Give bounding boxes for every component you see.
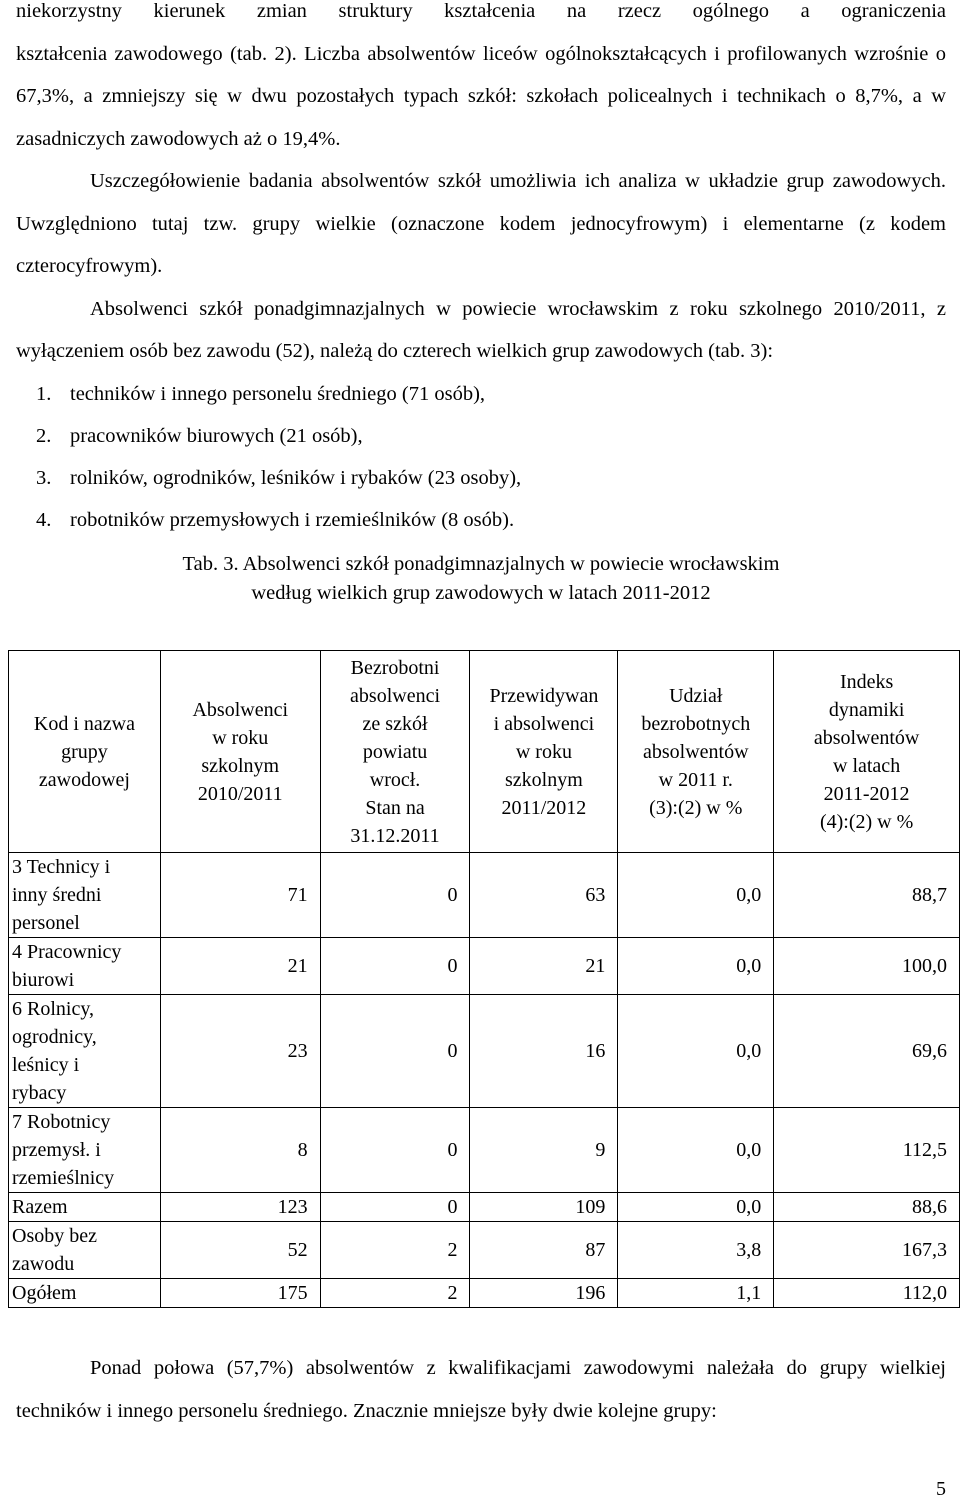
table-row (9, 853, 960, 938)
header-dynamics-index (774, 651, 960, 853)
value-cell: 52 (160, 1222, 320, 1279)
table-caption-line-1: Tab. 3. Absolwenci szkół ponadgimnazjalnych w powiecie wrocławskim (182, 552, 780, 575)
header-line: zawodowej (38, 768, 130, 791)
group-label-cell (9, 995, 161, 1108)
group-label-line: rybacy (12, 1082, 67, 1104)
header-line: (4):(2) w % (819, 810, 914, 833)
header-line: (3):(2) w % (649, 796, 743, 819)
header-unemployed-graduates (320, 651, 470, 853)
value-cell: 63 (470, 853, 618, 938)
value-cell: 196 (470, 1279, 618, 1308)
header-line: szkolnym (505, 768, 583, 791)
paragraph-2: Uszczegółowienie badania absolwentów szkół umożliwia ich analiza w układzie grup zawodowych. Uwzględniono tutaj tzw. grupy wielkie (oznaczone kodem jednocyfrowym) i elementarne (z kodem czterocyfrowym). (16, 170, 946, 277)
value-cell: 21 (160, 938, 320, 995)
header-line: szkolnym (201, 754, 280, 777)
paragraph-after-table: Ponad połowa (57,7%) absolwentów z kwalifikacjami zawodowymi należała do grupy wielkiej techników i innego personelu średniego. Znacznie mniejsze były dwie kolejne grupy: (16, 1357, 946, 1422)
list-item: 1. techników i innego personelu średniego (71 osób), (36, 382, 486, 405)
group-label-cell (9, 853, 161, 938)
table-header-row (9, 651, 960, 853)
header-expected-graduates (470, 651, 618, 853)
header-line: i absolwenci (493, 712, 595, 735)
document-page (16, 0, 946, 608)
value-cell: 0,0 (618, 995, 774, 1108)
value-cell: 23 (160, 995, 320, 1108)
paragraph-1: kształcenia zawodowego (tab. 2). Liczba absolwentów liceów ogólnokształcących i profilowanych wzrośnie o 67,3%, a zmniejszy się w dwu pozostałych typach szkół: szkołach policealnych i technikach o 8,7%, a w zasadniczych zawodowych aż o 19,4%. (16, 42, 946, 150)
list-item: 3. rolników, ogrodników, leśników i rybaków (23 osoby), (36, 466, 522, 489)
page-number: 5 (936, 1478, 946, 1500)
header-line: 31.12.2011 (350, 824, 440, 847)
value-cell: 21 (470, 938, 618, 995)
group-label-cell (9, 1279, 161, 1308)
header-line: 2011-2012 (823, 782, 910, 805)
header-line: absolwentów (813, 726, 920, 749)
value-cell: 112,5 (774, 1108, 960, 1193)
value-cell: 2 (320, 1222, 470, 1279)
group-label-line: Ogółem (12, 1282, 77, 1304)
value-cell: 1,1 (618, 1279, 774, 1308)
value-cell: 3,8 (618, 1222, 774, 1279)
value-cell: 88,7 (774, 853, 960, 938)
value-cell: 0,0 (618, 938, 774, 995)
occupational-groups-list (16, 373, 946, 541)
paragraph-3: Absolwenci szkół ponadgimnazjalnych w powiecie wrocławskim z roku szkolnego 2010/2011, z wyłączeniem osób bez zawodu (52), należą do czterech wielkich grup zawodowych (tab. 3): (16, 297, 946, 362)
value-cell: 167,3 (774, 1222, 960, 1279)
value-cell: 88,6 (774, 1193, 960, 1222)
group-label-line: inny średni (12, 884, 102, 906)
value-cell: 0,0 (618, 853, 774, 938)
value-cell: 0,0 (618, 1108, 774, 1193)
list-item: 2. pracowników biurowych (21 osób), (36, 424, 363, 447)
value-cell: 0 (320, 938, 470, 995)
header-line: w 2011 r. (658, 768, 733, 791)
header-line: Indeks (839, 670, 894, 693)
value-cell: 0 (320, 995, 470, 1108)
header-line: Przewidywan (489, 684, 599, 707)
group-label-line: 7 Robotnicy (12, 1111, 111, 1133)
value-cell: 175 (160, 1279, 320, 1308)
value-cell: 112,0 (774, 1279, 960, 1308)
table-row (9, 1279, 960, 1308)
header-group-code (9, 651, 161, 853)
paragraph-1-line-1: niekorzystny kierunek zmian struktury kształcenia na rzecz ogólnego a ograniczenia (16, 0, 946, 22)
group-label-line: 4 Pracownicy (12, 941, 122, 963)
value-cell: 100,0 (774, 938, 960, 995)
header-line: wrocł. (369, 768, 421, 791)
header-line: Bezrobotni (350, 656, 440, 679)
value-cell: 0 (320, 1193, 470, 1222)
value-cell: 9 (470, 1108, 618, 1193)
header-line: w roku (515, 740, 572, 763)
header-line: Stan na (365, 796, 425, 819)
table-row (9, 938, 960, 995)
value-cell: 8 (160, 1108, 320, 1193)
header-line: absolwenci (350, 684, 441, 707)
list-item: 4. robotników przemysłowych i rzemieślników (8 osób). (36, 508, 515, 531)
group-label-cell (9, 1108, 161, 1193)
value-cell: 0,0 (618, 1193, 774, 1222)
graduates-table (8, 650, 960, 1308)
header-line: bezrobotnych (641, 712, 751, 735)
group-label-line: personel (12, 912, 80, 934)
group-label-cell (9, 1193, 161, 1222)
value-cell: 109 (470, 1193, 618, 1222)
value-cell: 71 (160, 853, 320, 938)
value-cell: 0 (320, 853, 470, 938)
value-cell: 87 (470, 1222, 618, 1279)
header-line: 2011/2012 (501, 796, 587, 819)
value-cell: 0 (320, 1108, 470, 1193)
header-line: grupy (61, 740, 108, 763)
header-line: Udział (669, 684, 723, 707)
table-caption (16, 550, 946, 608)
value-cell: 16 (470, 995, 618, 1108)
table-row (9, 1222, 960, 1279)
closing-paragraph (16, 1347, 946, 1432)
table-caption-line-2: według wielkich grup zawodowych w latach 2011-2012 (251, 581, 711, 604)
header-line: 2010/2011 (197, 782, 283, 805)
group-label-line: 3 Technicy i (12, 856, 111, 878)
group-label-line: 6 Rolnicy, (12, 998, 95, 1020)
group-label-line: przemysł. i (12, 1139, 101, 1161)
value-cell: 69,6 (774, 995, 960, 1108)
group-label-line: leśnicy i (12, 1054, 80, 1076)
header-line: w latach (833, 754, 901, 777)
value-cell: 123 (160, 1193, 320, 1222)
group-label-cell (9, 938, 161, 995)
header-graduates-2010-2011 (160, 651, 320, 853)
header-line: absolwentów (643, 740, 749, 763)
group-label-cell (9, 1222, 161, 1279)
group-label-line: biurowi (12, 969, 75, 991)
value-cell: 2 (320, 1279, 470, 1308)
group-label-line: Razem (12, 1196, 68, 1218)
table-row (9, 1193, 960, 1222)
table-row (9, 1108, 960, 1193)
group-label-line: zawodu (12, 1253, 75, 1275)
header-line: ze szkół (362, 712, 428, 735)
table-row (9, 995, 960, 1108)
header-unemployed-share (618, 651, 774, 853)
header-line: Kod i nazwa (33, 712, 135, 735)
group-label-line: rzemieślnicy (12, 1167, 115, 1189)
group-label-line: Osoby bez (12, 1225, 97, 1247)
group-label-line: ogrodnicy, (12, 1026, 97, 1048)
header-line: dynamiki (828, 698, 905, 721)
header-line: w roku (212, 726, 269, 749)
header-line: Absolwenci (192, 698, 289, 721)
header-line: powiatu (362, 740, 428, 763)
